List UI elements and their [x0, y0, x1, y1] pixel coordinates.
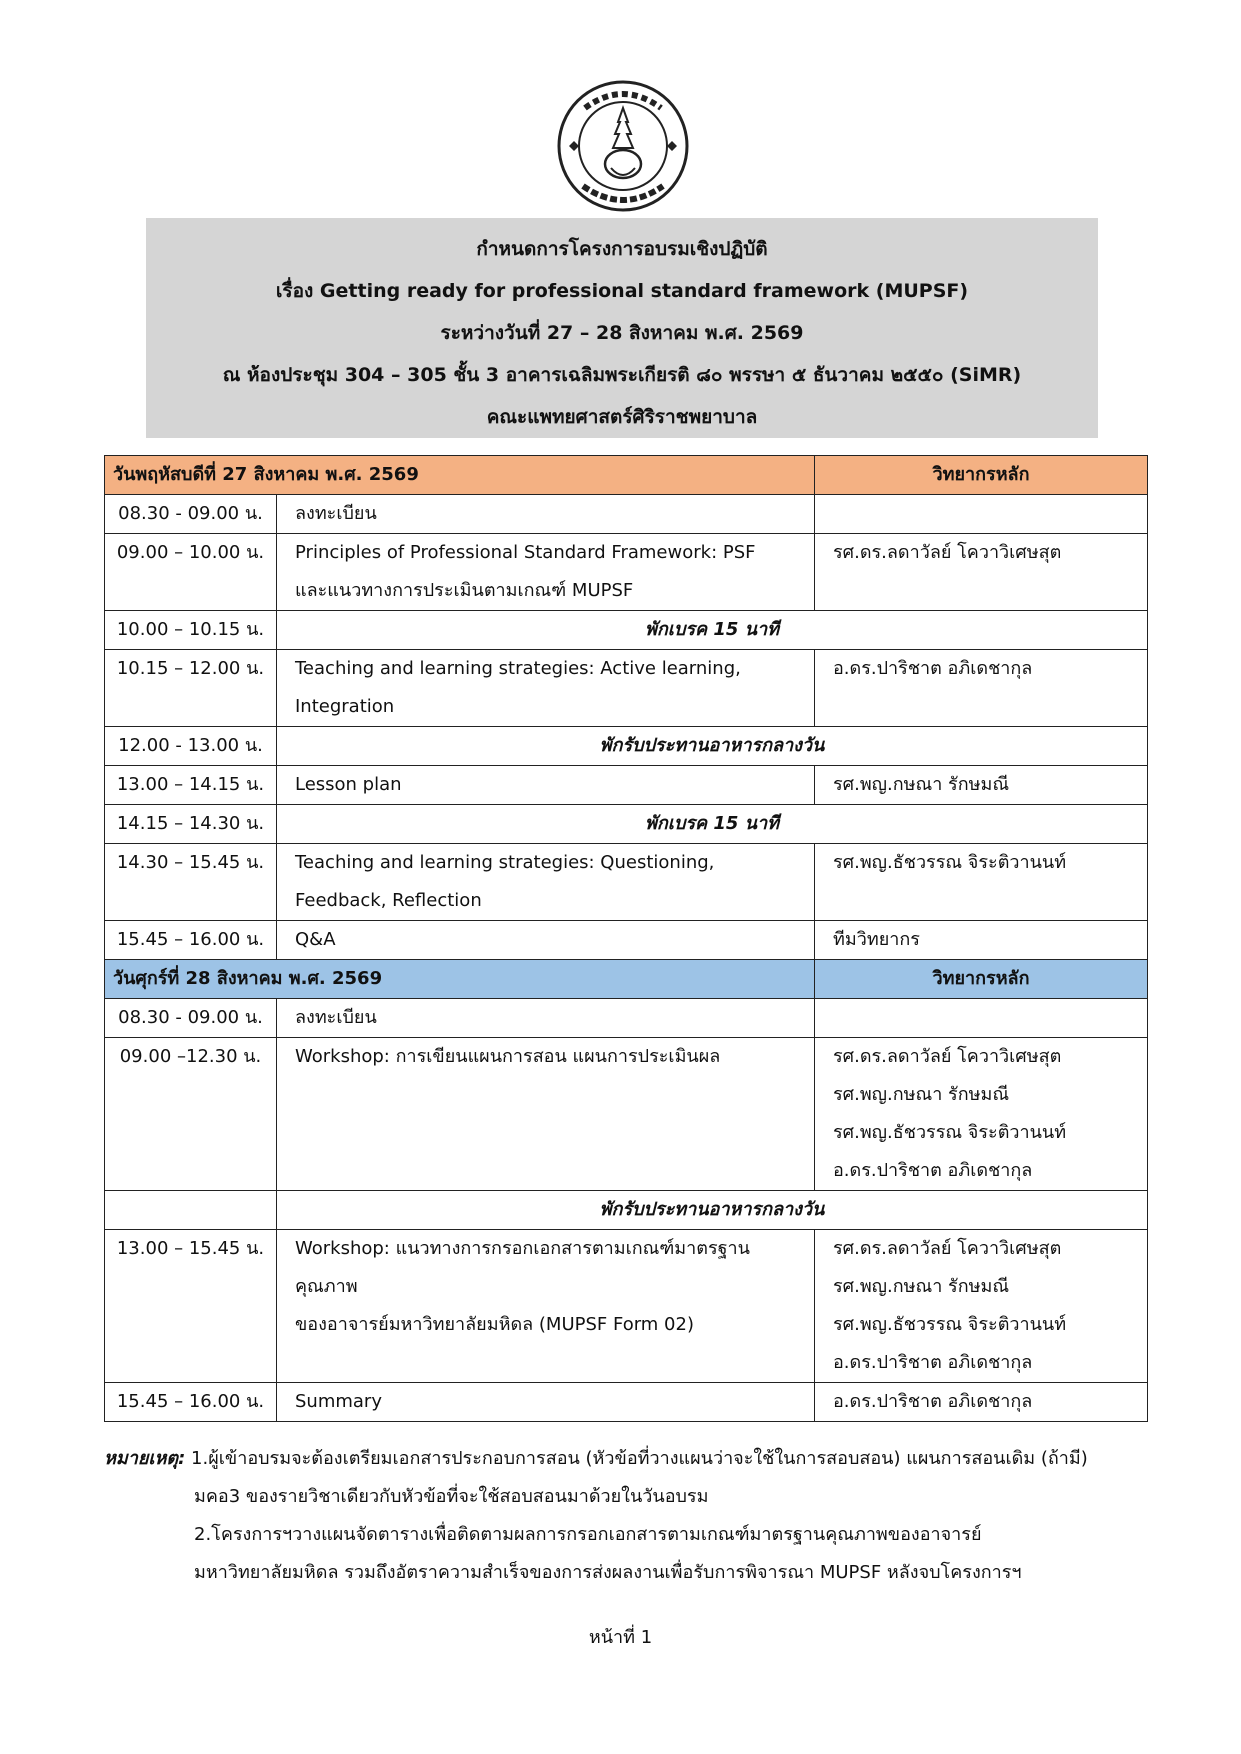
- speaker-cell: [815, 1230, 1148, 1383]
- day2-speaker-header: วิทยากรหลัก: [815, 960, 1148, 999]
- note-line: 1.ผู้เข้าอบรมจะต้องเตรียมเอกสารประกอบการสอน (หัวข้อที่วางแผนว่าจะใช้ในการสอบสอน) แผนการสอนเดิม (ถ้ามี): [191, 1448, 1088, 1469]
- time-cell: 12.00 - 13.00 น.: [105, 727, 277, 766]
- break-label: พักรับประทานอาหารกลางวัน: [277, 727, 1148, 766]
- schedule-table: [104, 455, 1148, 1422]
- break-label: พักรับประทานอาหารกลางวัน: [277, 1191, 1148, 1230]
- time-cell: 08.30 - 09.00 น.: [105, 495, 277, 534]
- day1-header-row: [105, 456, 1148, 495]
- time-cell: 14.30 – 15.45 น.: [105, 844, 277, 921]
- note-line: มหาวิทยาลัยมหิดล รวมถึงอัตราความสำเร็จของการส่งผลงานเพื่อรับการพิจารณา MUPSF หลังจบโครงการฯ: [194, 1562, 1022, 1583]
- speaker-cell: รศ.ดร.ลดาวัลย์ โควาวิเศษสุต: [815, 534, 1148, 611]
- time-cell: 08.30 - 09.00 น.: [105, 999, 277, 1038]
- notes-label: หมายเหตุ:: [104, 1448, 186, 1469]
- time-cell: 09.00 –12.30 น.: [105, 1038, 277, 1191]
- notes-section: [104, 1440, 1088, 1592]
- topic-cell: Workshop: การเขียนแผนการสอน แผนการประเมินผล: [277, 1038, 815, 1191]
- speaker-cell: [815, 999, 1148, 1038]
- speaker-line: รศ.ดร.ลดาวัลย์ โควาวิเศษสุต: [833, 1046, 1062, 1067]
- topic-line: และแนวทางการประเมินตามเกณฑ์ MUPSF: [295, 580, 634, 601]
- topic-cell: ลงทะเบียน: [277, 495, 815, 534]
- speaker-cell: อ.ดร.ปาริชาต อภิเดชากุล: [815, 1383, 1148, 1422]
- topic-cell: Lesson plan: [277, 766, 815, 805]
- note-line: มคอ3 ของรายวิชาเดียวกับหัวข้อที่จะใช้สอบสอนมาด้วยในวันอบรม: [194, 1486, 709, 1507]
- speaker-line: รศ.พญ.ธัชวรรณ จิระติวานนท์: [833, 1122, 1067, 1143]
- topic-cell: [277, 844, 815, 921]
- break-label: พักเบรค 15 นาที: [277, 611, 1148, 650]
- speaker-line: อ.ดร.ปาริชาต อภิเดชากุล: [833, 1160, 1033, 1181]
- table-row: [105, 534, 1148, 611]
- mahidol-university-seal: [555, 78, 691, 214]
- title-line-3: ระหว่างวันที่ 27 – 28 สิงหาคม พ.ศ. 2569: [440, 322, 804, 344]
- day1-speaker-header: วิทยากรหลัก: [815, 456, 1148, 495]
- table-row: [105, 1383, 1148, 1422]
- break-row: [105, 805, 1148, 844]
- topic-line: Teaching and learning strategies: Active learning,: [295, 658, 741, 679]
- speaker-cell: รศ.พญ.กษณา รักษมณี: [815, 766, 1148, 805]
- topic-line: ของอาจารย์มหาวิทยาลัยมหิดล (MUPSF Form 02): [295, 1314, 694, 1335]
- title-line-5: คณะแพทยศาสตร์ศิริราชพยาบาล: [486, 406, 758, 428]
- time-cell: 15.45 – 16.00 น.: [105, 921, 277, 960]
- title-line-2: เรื่อง Getting ready for professional standard framework (MUPSF): [275, 280, 969, 302]
- day2-heading: วันศุกร์ที่ 28 สิงหาคม พ.ศ. 2569: [105, 960, 815, 999]
- speaker-line: รศ.พญ.กษณา รักษมณี: [833, 1276, 1010, 1297]
- title-line-4: ณ ห้องประชุม 304 – 305 ชั้น 3 อาคารเฉลิมพระเกียรติ ๘๐ พรรษา ๕ ธันวาคม ๒๕๕๐ (SiMR): [222, 364, 1022, 386]
- day1-heading: วันพฤหัสบดีที่ 27 สิงหาคม พ.ศ. 2569: [105, 456, 815, 495]
- speaker-line: รศ.พญ.ธัชวรรณ จิระติวานนท์: [833, 1314, 1067, 1335]
- page-number: หน้าที่ 1: [588, 1627, 653, 1648]
- time-cell: 14.15 – 14.30 น.: [105, 805, 277, 844]
- note-line: 2.โครงการฯวางแผนจัดตารางเพื่อติดตามผลการกรอกเอกสารตามเกณฑ์มาตรฐานคุณภาพของอาจารย์: [194, 1524, 982, 1545]
- topic-cell: [277, 534, 815, 611]
- topic-cell: Summary: [277, 1383, 815, 1422]
- topic-line: Feedback, Reflection: [295, 890, 482, 911]
- table-row: [105, 1038, 1148, 1191]
- table-row: [105, 999, 1148, 1038]
- topic-line: Teaching and learning strategies: Questioning,: [295, 852, 715, 873]
- time-cell: 10.00 – 10.15 น.: [105, 611, 277, 650]
- break-row: [105, 727, 1148, 766]
- speaker-line: อ.ดร.ปาริชาต อภิเดชากุล: [833, 1352, 1033, 1373]
- table-row: [105, 495, 1148, 534]
- speaker-cell: อ.ดร.ปาริชาต อภิเดชากุล: [815, 650, 1148, 727]
- speaker-cell: [815, 495, 1148, 534]
- break-row: [105, 611, 1148, 650]
- break-label: พักเบรค 15 นาที: [277, 805, 1148, 844]
- table-row: [105, 921, 1148, 960]
- time-cell: 13.00 – 15.45 น.: [105, 1230, 277, 1383]
- document-title-box: [146, 218, 1098, 438]
- time-cell: 13.00 – 14.15 น.: [105, 766, 277, 805]
- topic-cell: [277, 650, 815, 727]
- topic-cell: ลงทะเบียน: [277, 999, 815, 1038]
- speaker-cell: รศ.พญ.ธัชวรรณ จิระติวานนท์: [815, 844, 1148, 921]
- speaker-line: รศ.พญ.กษณา รักษมณี: [833, 1084, 1010, 1105]
- title-line-1: กำหนดการโครงการอบรมเชิงปฏิบัติ: [476, 238, 768, 260]
- day2-header-row: [105, 960, 1148, 999]
- table-row: [105, 844, 1148, 921]
- topic-cell: [277, 1230, 815, 1383]
- table-row: [105, 650, 1148, 727]
- speaker-cell: [815, 1038, 1148, 1191]
- topic-line: Principles of Professional Standard Framework: PSF: [295, 542, 756, 563]
- speaker-line: รศ.ดร.ลดาวัลย์ โควาวิเศษสุต: [833, 1238, 1062, 1259]
- table-row: [105, 1230, 1148, 1383]
- topic-line: Integration: [295, 696, 395, 717]
- time-cell: 10.15 – 12.00 น.: [105, 650, 277, 727]
- time-cell: 09.00 – 10.00 น.: [105, 534, 277, 611]
- time-cell: [105, 1191, 277, 1230]
- time-cell: 15.45 – 16.00 น.: [105, 1383, 277, 1422]
- break-row: [105, 1191, 1148, 1230]
- topic-line: Workshop: แนวทางการกรอกเอกสารตามเกณฑ์มาตรฐานคุณภาพ: [295, 1238, 750, 1297]
- topic-cell: Q&A: [277, 921, 815, 960]
- table-row: [105, 766, 1148, 805]
- speaker-cell: ทีมวิทยากร: [815, 921, 1148, 960]
